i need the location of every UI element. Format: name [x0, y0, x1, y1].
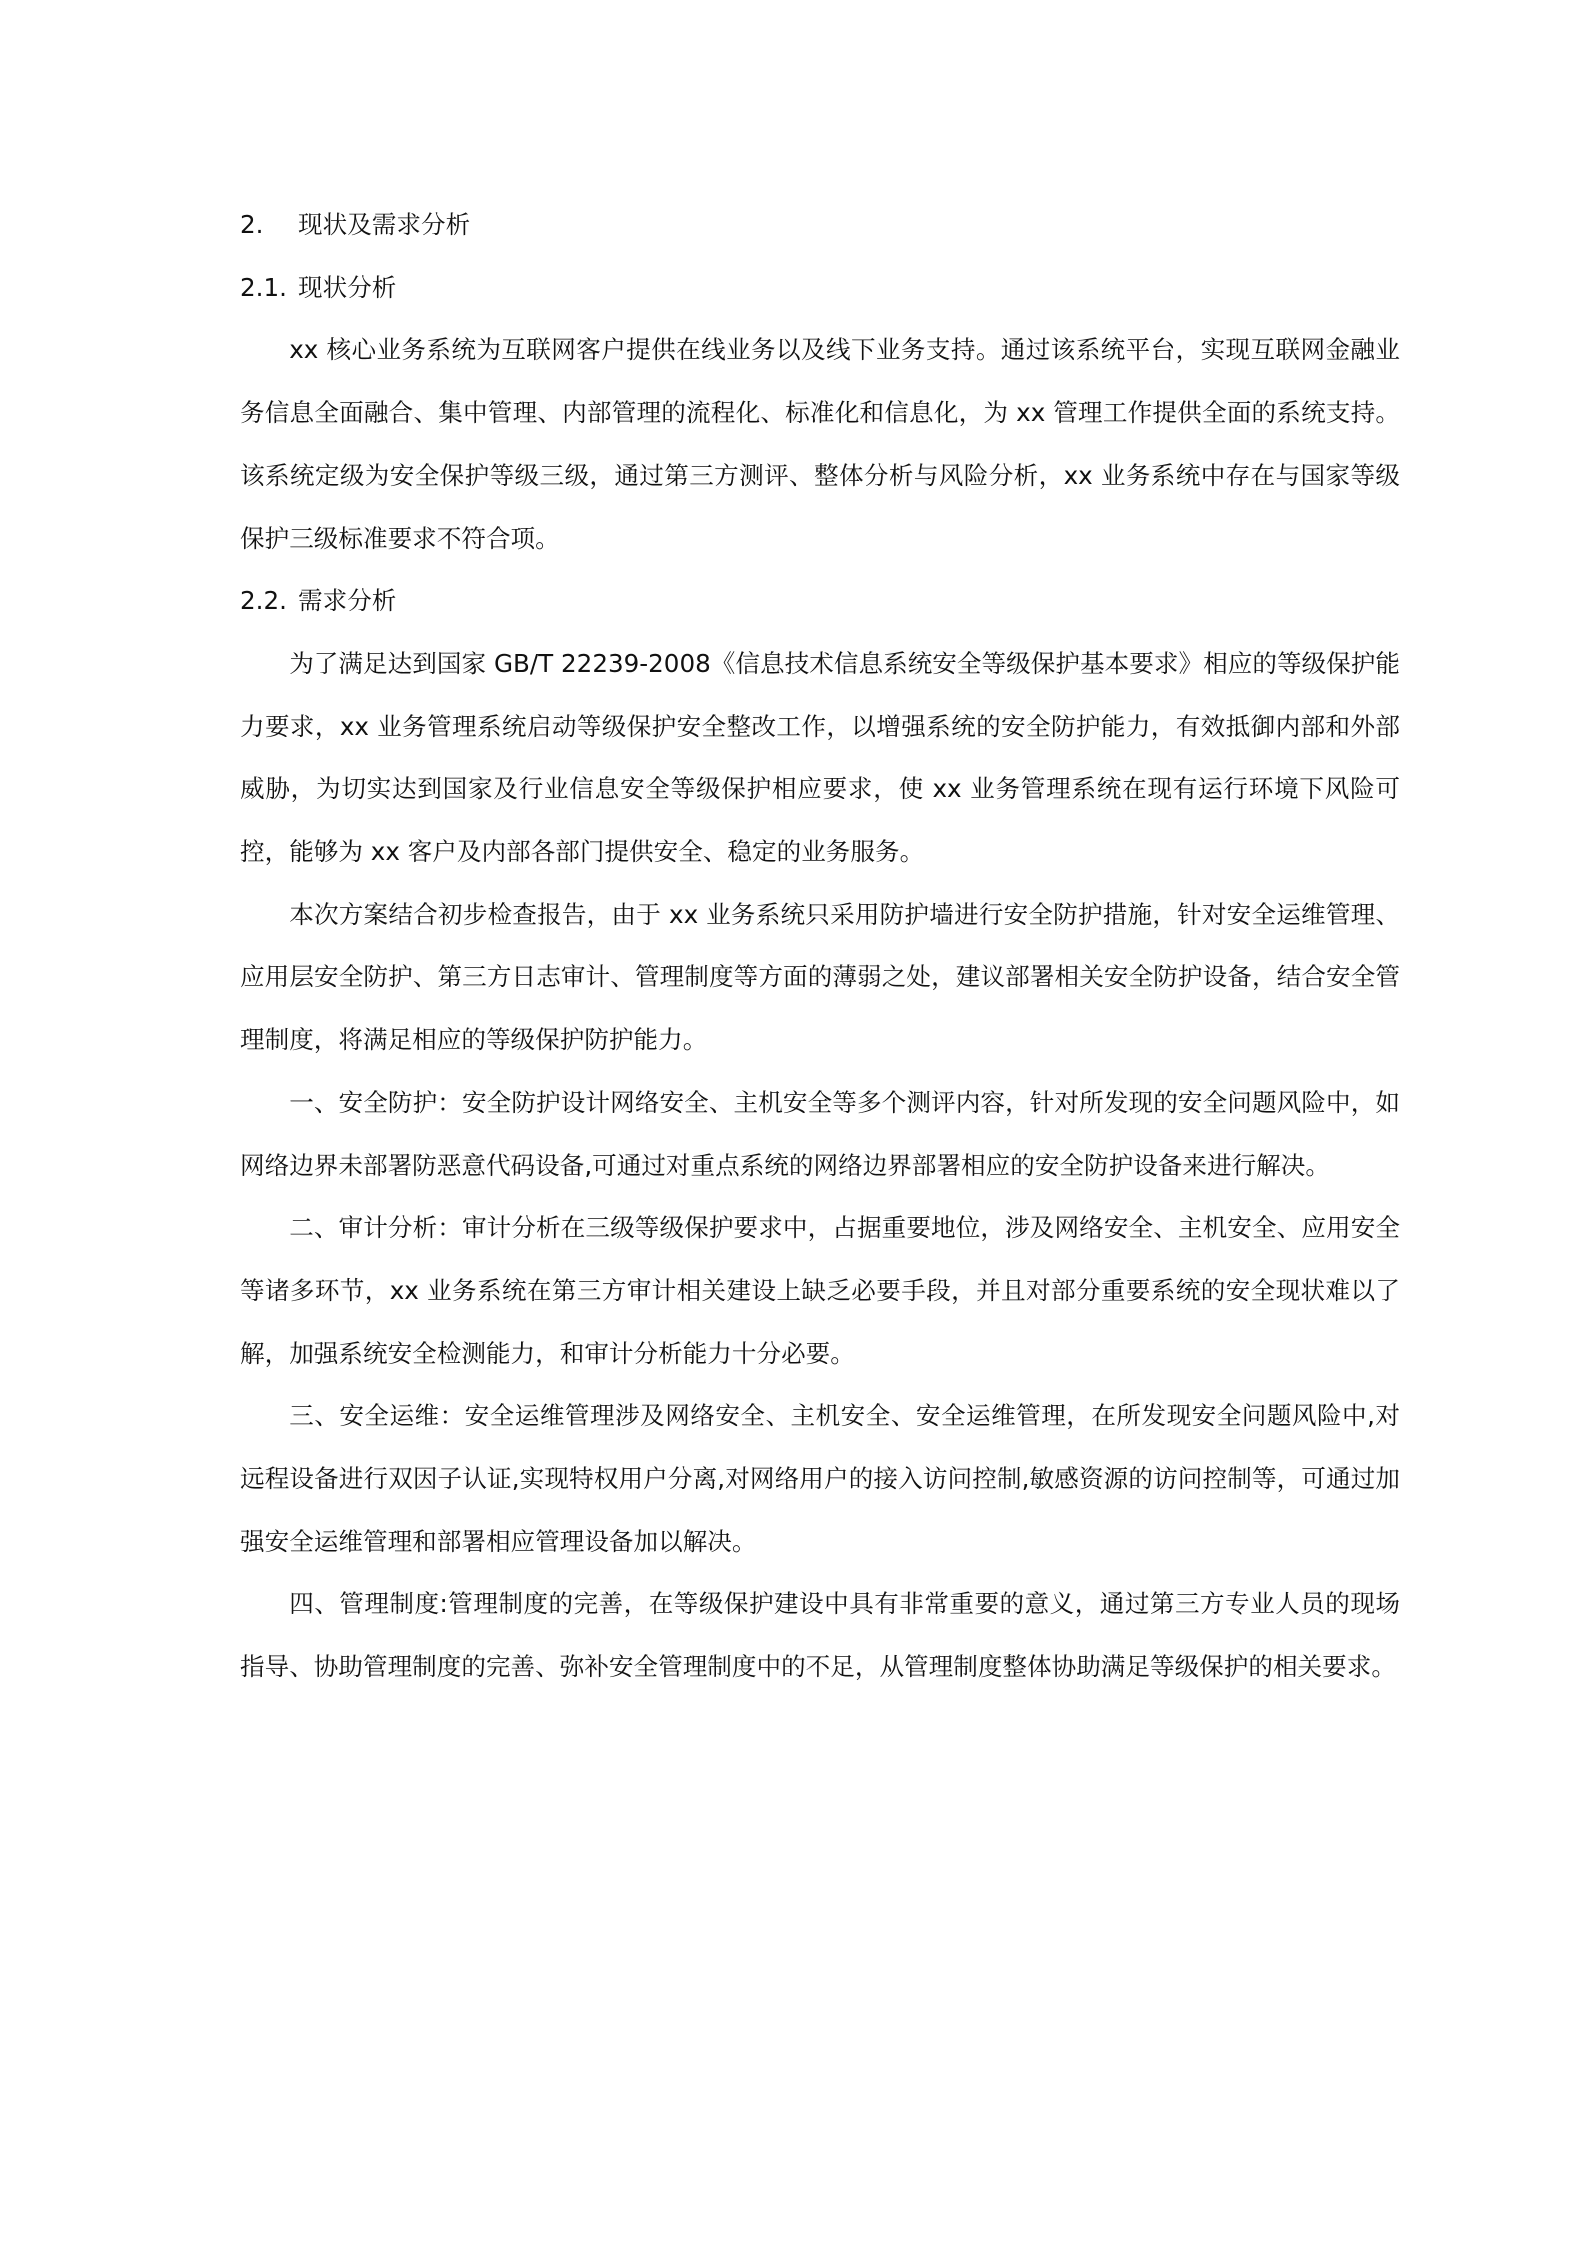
section-heading — [240, 194, 1400, 257]
paragraph-audit-analysis: 二、审计分析：审计分析在三级等级保护要求中，占据重要地位，涉及网络安全、主机安全、应用安全等诸多环节，xx 业务系统在第三方审计相关建设上缺乏必要手段，并且对部分重要系统的安全现状难以了解，加强系统安全检测能力，和审计分析能力十分必要。 — [240, 1213, 1400, 1368]
section-title: 现状及需求分析 — [298, 210, 471, 239]
paragraph-management-system: 四、管理制度:管理制度的完善，在等级保护建设中具有非常重要的意义，通过第三方专业人员的现场指导、协助管理制度的完善、弥补安全管理制度中的不足，从管理制度整体协助满足等级保护的相关要求。 — [240, 1589, 1400, 1682]
paragraph-requirements-intro: 为了满足达到国家 GB/T 22239-2008《信息技术信息系统安全等级保护基本要求》相应的等级保护能力要求，xx 业务管理系统启动等级保护安全整改工作，以增强系统的安全防护能力，有效抵御内部和外部威胁，为切实达到国家及行业信息安全等级保护相应要求，使 xx 业务管理系统在现有运行环境下风险可控，能够为 xx 客户及内部各部门提供安全、稳定的业务服务。 — [240, 648, 1400, 867]
subsection-heading-status — [240, 257, 1400, 320]
paragraph-security-operations: 三、安全运维：安全运维管理涉及网络安全、主机安全、安全运维管理，在所发现安全问题风险中,对远程设备进行双因子认证,实现特权用户分离,对网络用户的接入访问控制,敏感资源的访问控制等，可通过加强安全运维管理和部署相应管理设备加以解决。 — [240, 1401, 1400, 1556]
paragraph-security-protection: 一、安全防护：安全防护设计网络安全、主机安全等多个测评内容，针对所发现的安全问题风险中，如网络边界未部署防恶意代码设备,可通过对重点系统的网络边界部署相应的安全防护设备来进行解决。 — [240, 1087, 1400, 1180]
subsection-number: 2.1. — [240, 272, 287, 302]
subsection-title: 需求分析 — [298, 586, 397, 616]
subsection-title: 现状分析 — [298, 272, 397, 302]
paragraph-status-analysis: xx 核心业务系统为互联网客户提供在线业务以及线下业务支持。通过该系统平台，实现互联网金融业务信息全面融合、集中管理、内部管理的流程化、标准化和信息化，为 xx 管理工作提供全面的系统支持。该系统定级为安全保护等级三级，通过第三方测评、整体分析与风险分析，xx 业务系统中存在与国家等级保护三级标准要求不符合项。 — [240, 335, 1400, 553]
subsection-heading-requirements — [240, 570, 1400, 633]
section-number: 2. — [240, 210, 264, 239]
subsection-number: 2.2. — [240, 586, 287, 616]
document-page — [240, 194, 1400, 1699]
paragraph-plan-summary: 本次方案结合初步检查报告，由于 xx 业务系统只采用防护墙进行安全防护措施，针对安全运维管理、应用层安全防护、第三方日志审计、管理制度等方面的薄弱之处，建议部署相关安全防护设备，结合安全管理制度，将满足相应的等级保护防护能力。 — [240, 899, 1400, 1055]
